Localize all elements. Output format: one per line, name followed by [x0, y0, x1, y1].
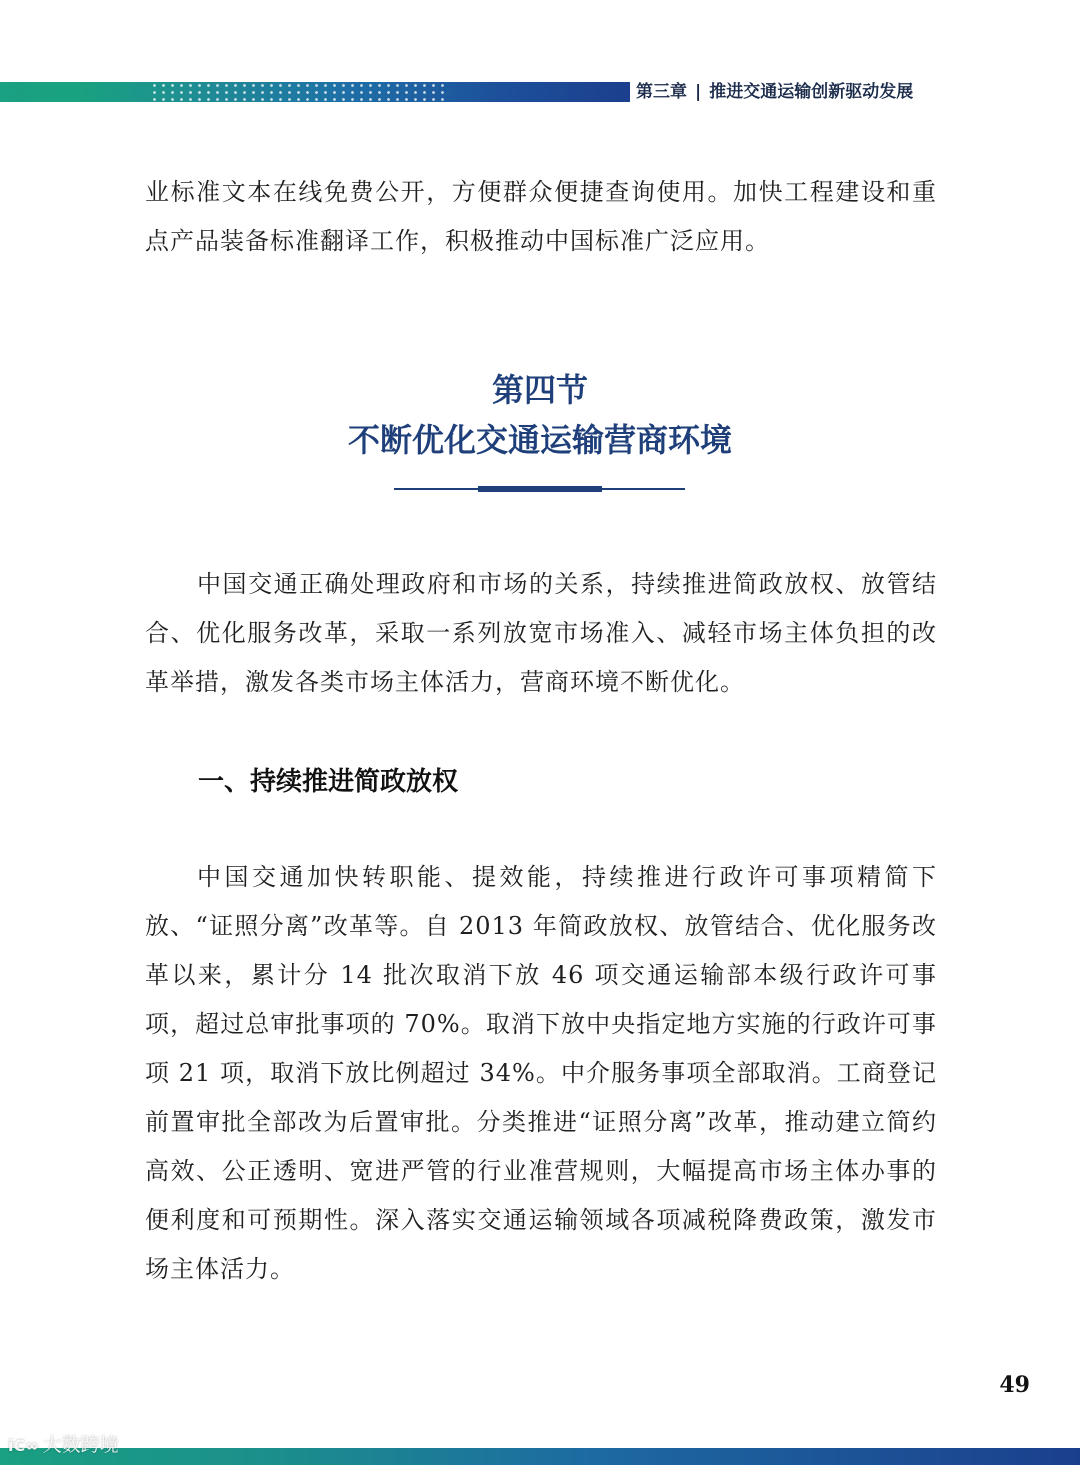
- header-dot-pattern: [150, 82, 450, 102]
- watermark: [8, 1430, 119, 1460]
- section-number: 第四节: [491, 371, 588, 409]
- intro-paragraph: 业标准文本在线免费公开，方便群众便捷查询使用。加快工程建设和重点产品装备标准翻译工作，积极推动中国标准广泛应用。: [145, 178, 937, 255]
- subsection-heading: 一、持续推进简政放权: [198, 767, 459, 797]
- section-title: 不断优化交通运输营商环境: [347, 421, 732, 459]
- chapter-header: [636, 80, 913, 104]
- watermark-text: 大数跨境: [42, 1434, 119, 1456]
- footer-color-band: [0, 1448, 1080, 1465]
- chapter-number: 第三章: [636, 82, 687, 102]
- subsection-paragraph: 中国交通加快转职能、提效能，持续推进行政许可事项精简下放、“证照分离”改革等。自 2013 年简政放权、放管结合、优化服务改革以来，累计分 14 批次取消下放 46 项交通运输部本级行政许可事项，超过总审批事项的 70%。取消下放中央指定地方实施的行政许可事项 21 项，取消下放比例超过 34%。中介服务事项全部取消。工商登记前置审批全部改为后置审批。分类推进“证照分离”改革，推动建立简约高效、公正透明、宽进严管的行业准营规则，大幅提高市场主体办事的便利度和可预期性。深入落实交通运输领域各项减税降费政策，激发市场主体活力。: [145, 863, 937, 1283]
- title-underline-accent: [478, 486, 602, 492]
- watermark-logo-icon: iC∞: [8, 1436, 39, 1455]
- page-number: 49: [999, 1372, 1030, 1398]
- header-color-band: [0, 82, 630, 102]
- header-separator: |: [695, 82, 702, 102]
- chapter-title: 推进交通运输创新驱动发展: [709, 82, 914, 102]
- section-paragraph: 中国交通正确处理政府和市场的关系，持续推进简政放权、放管结合、优化服务改革，采取一系列放宽市场准入、减轻市场主体负担的改革举措，激发各类市场主体活力，营商环境不断优化。: [145, 570, 937, 696]
